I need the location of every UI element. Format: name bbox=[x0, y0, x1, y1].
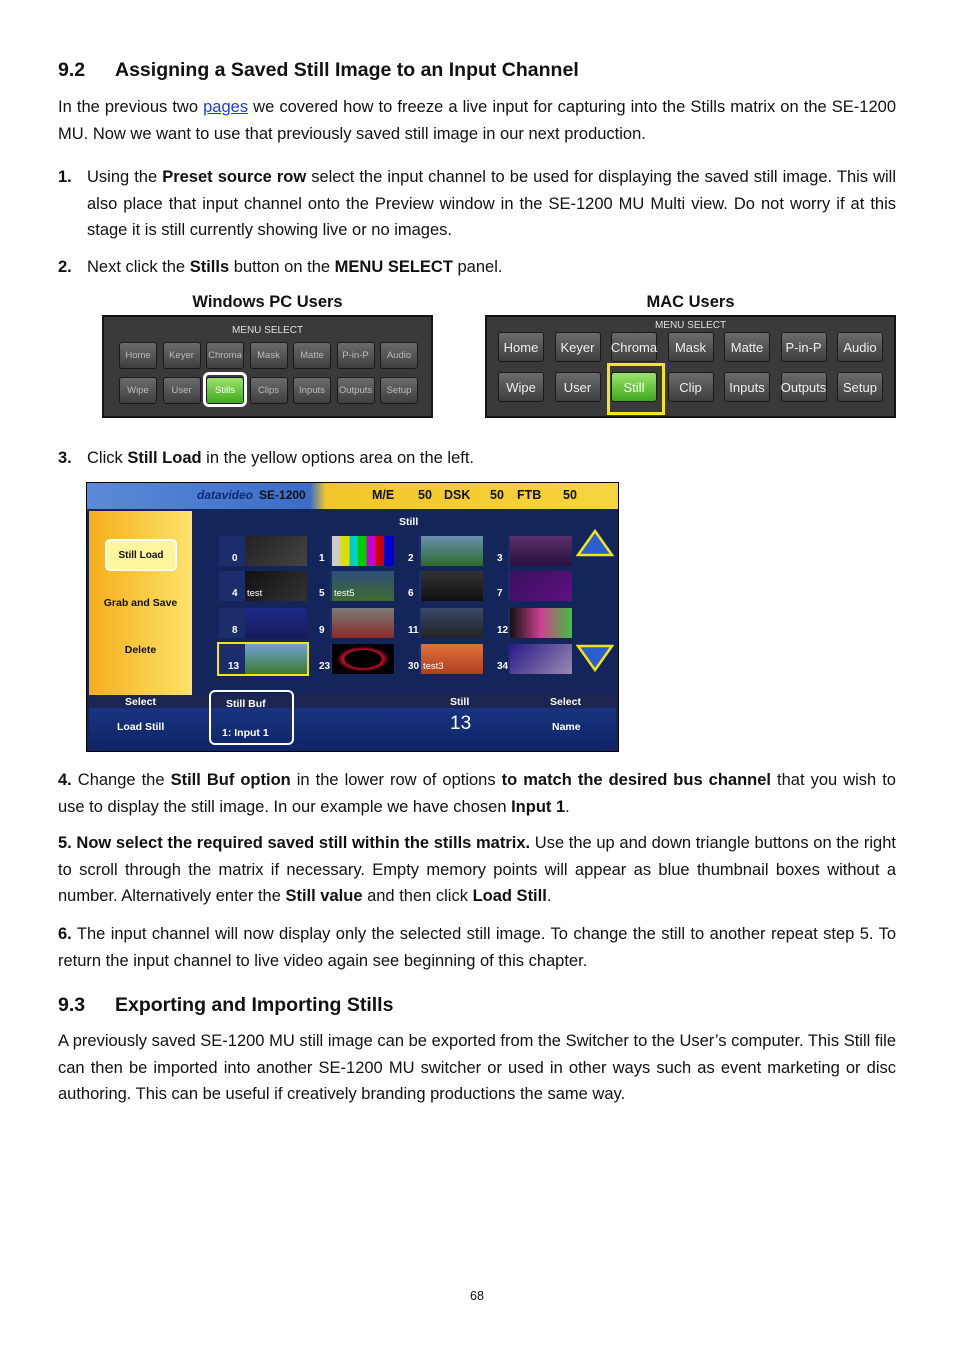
datavideo-logo: datavideo SE-1200 bbox=[197, 488, 306, 502]
menu-button-inputs[interactable]: Inputs bbox=[293, 377, 331, 404]
still-thumbnail bbox=[332, 644, 394, 674]
still-slot-number: 1 bbox=[319, 553, 325, 564]
menu-button-audio[interactable]: Audio bbox=[837, 332, 883, 362]
menu-button-home[interactable]: Home bbox=[119, 342, 157, 369]
select-left-label: Select bbox=[125, 696, 156, 708]
caption-windows: Windows PC Users bbox=[192, 293, 343, 311]
menu-select-title-mac: MENU SELECT bbox=[654, 320, 727, 331]
still-thumbnail bbox=[510, 571, 572, 601]
still-label: Still bbox=[450, 696, 470, 708]
status-bar bbox=[87, 483, 618, 509]
still-slot-number: 30 bbox=[408, 661, 420, 672]
still-slot-7[interactable] bbox=[508, 571, 572, 601]
still-thumbnail bbox=[421, 608, 483, 638]
menu-button-outputs[interactable]: Outputs bbox=[781, 372, 827, 402]
page-number: 68 bbox=[470, 1289, 484, 1303]
menu-button-wipe[interactable]: Wipe bbox=[119, 377, 157, 404]
ftb-label: FTB bbox=[517, 488, 542, 502]
menu-button-setup[interactable]: Setup bbox=[837, 372, 883, 402]
section-9-3-heading: 9.3 Exporting and Importing Stills bbox=[58, 994, 394, 1016]
selected-highlight bbox=[203, 372, 247, 407]
menu-button-outputs[interactable]: Outputs bbox=[337, 377, 375, 404]
still-slot-12[interactable] bbox=[508, 608, 572, 638]
still-slot-11[interactable] bbox=[419, 608, 483, 638]
scroll-down-icon[interactable] bbox=[576, 643, 614, 673]
options-panel bbox=[89, 511, 192, 695]
menu-button-mask[interactable]: Mask bbox=[668, 332, 714, 362]
step-6: 6. The input channel will now display only the selected still image. To change the still to another repeat step 5. To return the input channel to live video again see beginning of this chapter. bbox=[58, 925, 896, 970]
still-slot-name: test5 bbox=[334, 588, 355, 599]
still-load-screen bbox=[86, 482, 619, 752]
menu-button-stills[interactable]: Stills bbox=[206, 377, 244, 404]
still-buf-option[interactable] bbox=[209, 690, 294, 745]
menu-button-p-in-p[interactable]: P-in-P bbox=[781, 332, 827, 362]
dsk-value: 50 bbox=[490, 488, 504, 502]
caption-mac: MAC Users bbox=[646, 293, 735, 311]
step-1: 1. Using the Preset source row select the input channel to be used for displaying the saved still image. This will also place that input channel onto the Preview window in the SE-1200 MU Multi view. Do not worry if at this stage it is still currently showing live or no images. bbox=[58, 168, 896, 239]
still-thumbnail bbox=[421, 571, 483, 601]
still-buf-value: 1: Input 1 bbox=[222, 727, 269, 739]
me-label: M/E bbox=[372, 488, 395, 502]
still-slot-23[interactable] bbox=[330, 644, 394, 674]
still-slot-number: 8 bbox=[232, 625, 238, 636]
windows-menu-select-panel bbox=[102, 315, 433, 418]
still-slot-2[interactable] bbox=[419, 536, 483, 566]
still-thumbnail bbox=[245, 536, 307, 566]
step-3: 3. Click Still Load in the yellow options area on the left. bbox=[58, 449, 475, 467]
menu-button-user[interactable]: User bbox=[163, 377, 201, 404]
menu-button-mask[interactable]: Mask bbox=[250, 342, 288, 369]
still-slot-name: test3 bbox=[423, 661, 444, 672]
me-value: 50 bbox=[418, 488, 432, 502]
menu-button-inputs[interactable]: Inputs bbox=[724, 372, 770, 402]
mac-menu-select-panel bbox=[485, 315, 896, 418]
still-slot-number: 13 bbox=[228, 661, 240, 672]
menu-button-audio[interactable]: Audio bbox=[380, 342, 418, 369]
dsk-label: DSK bbox=[444, 488, 471, 502]
menu-button-setup[interactable]: Setup bbox=[380, 377, 418, 404]
still-slot-number: 4 bbox=[232, 588, 238, 599]
menu-button-matte[interactable]: Matte bbox=[724, 332, 770, 362]
still-slot-6[interactable] bbox=[419, 571, 483, 601]
still-slot-number: 2 bbox=[408, 553, 414, 564]
still-grid-title: Still bbox=[399, 516, 419, 528]
menu-select-title: MENU SELECT bbox=[231, 325, 304, 336]
still-thumbnail bbox=[332, 608, 394, 638]
select-right-label: Select bbox=[550, 696, 581, 708]
step-5: 5. Now select the required saved still within the stills matrix. Use the up and down triangle buttons on the right to scroll through the matrix if necessary. Empty memory points will appear as blue thumbnail boxes without a number. Alternatively enter the Still value and then click Load Still. bbox=[58, 834, 896, 905]
menu-button-keyer[interactable]: Keyer bbox=[163, 342, 201, 369]
still-thumbnail bbox=[510, 608, 572, 638]
still-slot-34[interactable] bbox=[508, 644, 572, 674]
still-slot-number: 23 bbox=[319, 661, 331, 672]
still-thumbnail bbox=[421, 536, 483, 566]
menu-button-clips[interactable]: Clips bbox=[250, 377, 288, 404]
menu-button-home[interactable]: Home bbox=[498, 332, 544, 362]
menu-button-keyer[interactable]: Keyer bbox=[555, 332, 601, 362]
still-slot-number: 6 bbox=[408, 588, 414, 599]
still-buf-label: Still Buf bbox=[226, 698, 266, 710]
still-slot-number: 11 bbox=[408, 625, 419, 636]
still-slot-number: 3 bbox=[497, 553, 503, 564]
delete-option[interactable]: Delete bbox=[124, 644, 157, 656]
grab-and-save-option[interactable]: Grab and Save bbox=[103, 597, 178, 609]
still-value[interactable]: 13 bbox=[450, 713, 472, 734]
section-9-2-intro: In the previous two pages we covered how to freeze a live input for capturing into the Stills matrix on the SE-1200 MU. Now we want to use that previously saved still image in our next production. bbox=[58, 98, 896, 143]
menu-button-chroma[interactable]: Chroma bbox=[611, 332, 657, 362]
still-thumbnail bbox=[245, 644, 307, 674]
still-slot-name: test bbox=[247, 588, 263, 599]
still-slot-number: 12 bbox=[497, 625, 509, 636]
section-9-3-body: A previously saved SE-1200 MU still image can be exported from the Switcher to the User’s computer. This Still file can then be imported into another SE-1200 MU switcher or used in other ways such as event marketing or disc authoring. This can be useful if creatively branding productions the same way. bbox=[58, 1032, 896, 1103]
still-slot-number: 9 bbox=[319, 625, 325, 636]
still-thumbnail bbox=[510, 536, 572, 566]
menu-button-matte[interactable]: Matte bbox=[293, 342, 331, 369]
section-9-2-heading: 9.2 Assigning a Saved Still Image to an Input Channel bbox=[58, 59, 579, 81]
menu-button-still[interactable]: Still bbox=[611, 372, 657, 402]
step-2: 2. Next click the Stills button on the MENU SELECT panel. bbox=[58, 258, 503, 276]
pages-link[interactable]: pages bbox=[203, 98, 249, 116]
still-slot-number: 7 bbox=[497, 588, 503, 599]
menu-button-user[interactable]: User bbox=[555, 372, 601, 402]
still-slot-9[interactable] bbox=[330, 608, 394, 638]
still-slot-1[interactable] bbox=[330, 536, 394, 566]
menu-button-wipe[interactable]: Wipe bbox=[498, 372, 544, 402]
ftb-value: 50 bbox=[563, 488, 577, 502]
still-slot-number: 5 bbox=[319, 588, 325, 599]
still-slot-number: 0 bbox=[232, 553, 238, 564]
menu-button-clip[interactable]: Clip bbox=[668, 372, 714, 402]
still-slot-3[interactable] bbox=[508, 536, 572, 566]
step-4: 4. Change the Still Buf option in the lower row of options to match the desired bus channel that you wish to use to display the still image. In our example we have chosen Input 1. bbox=[58, 771, 896, 816]
scroll-up-icon[interactable] bbox=[576, 528, 614, 558]
still-thumbnail bbox=[510, 644, 572, 674]
load-still-button[interactable]: Load Still bbox=[117, 721, 165, 733]
bottom-options-bar bbox=[89, 695, 616, 751]
still-slot-number: 34 bbox=[497, 661, 509, 672]
selected-highlight bbox=[607, 363, 665, 415]
still-thumbnail bbox=[245, 608, 307, 638]
menu-button-chroma[interactable]: Chroma bbox=[206, 342, 244, 369]
still-thumbnail bbox=[332, 536, 394, 566]
still-load-option[interactable]: Still Load bbox=[105, 539, 177, 571]
name-option[interactable]: Name bbox=[552, 721, 581, 733]
menu-button-p-in-p[interactable]: P-in-P bbox=[337, 342, 375, 369]
